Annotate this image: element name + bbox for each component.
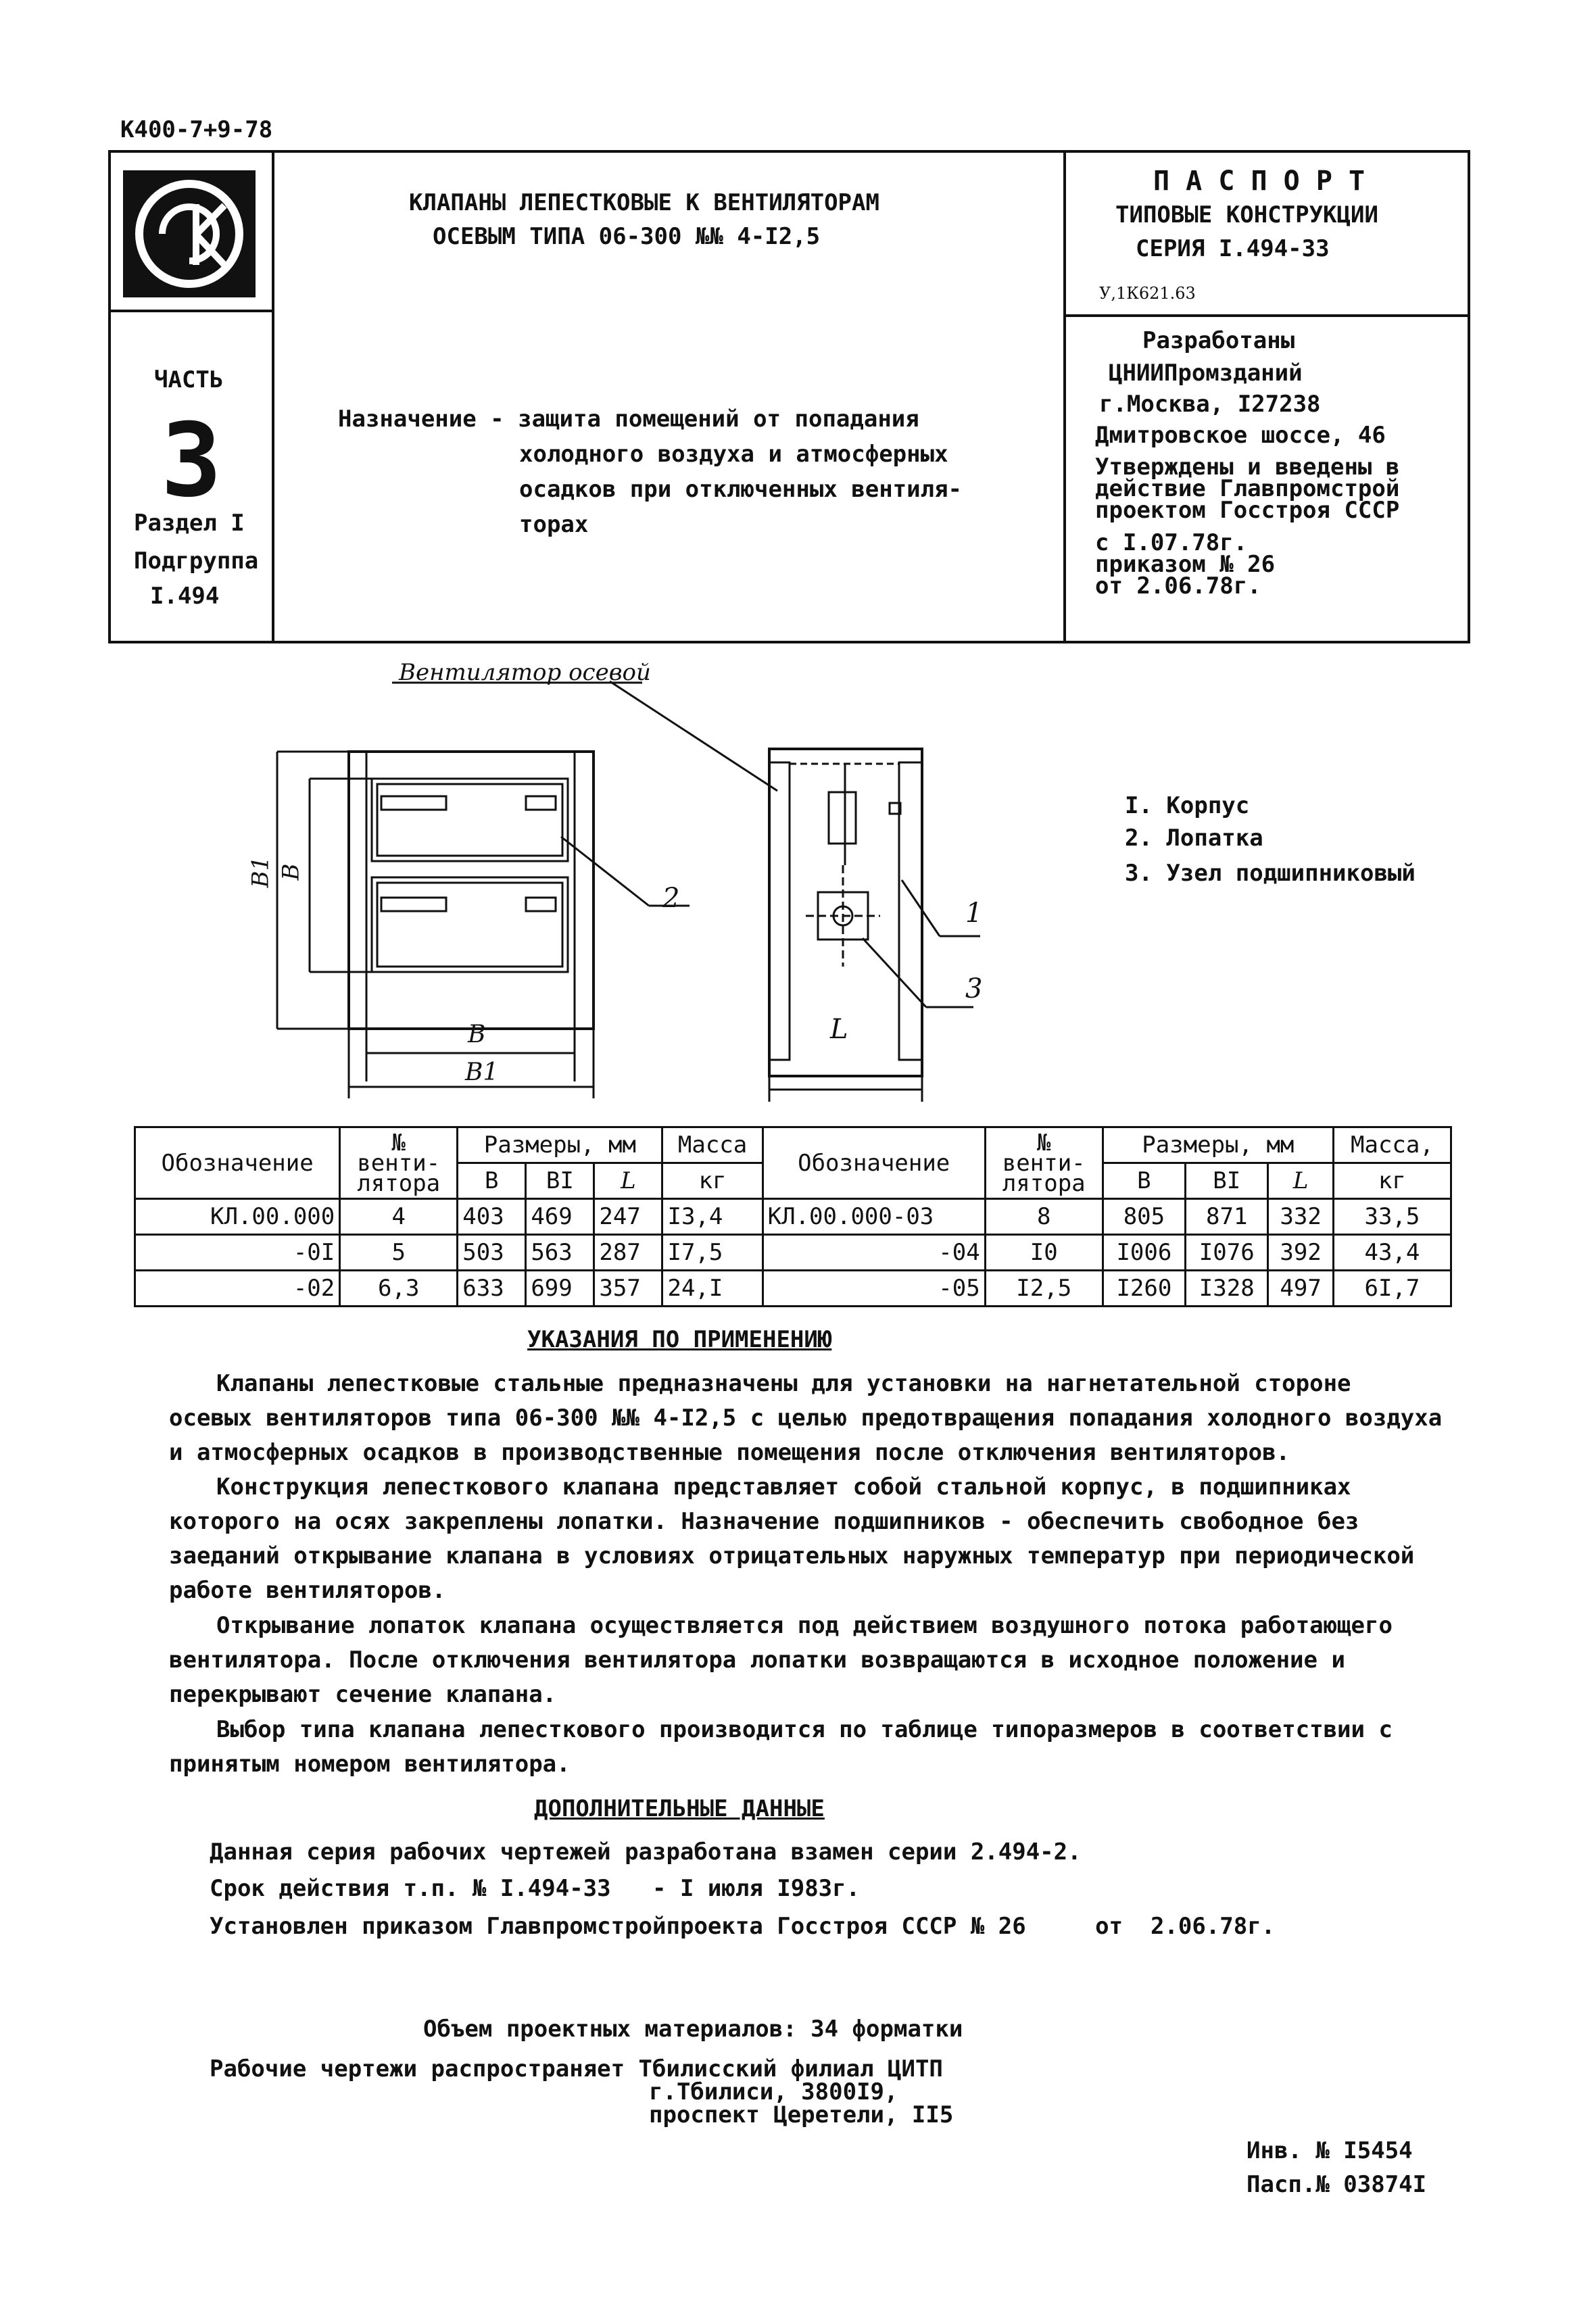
th-b1: BI [526, 1163, 594, 1199]
th-sizes-right: Размеры, мм [1103, 1127, 1333, 1163]
additional-line-2: Срок действия т.п. № I.494-33 - I июля I983г. [210, 1875, 861, 1902]
dev-line-6: действие Главпромстрой [1095, 475, 1400, 502]
logo [123, 170, 256, 297]
table-row: -02 6,3 633 699 357 24,I -05 I2,5 I260 I328 497 6I,7 [135, 1271, 1451, 1307]
distribution-line-3: проспект Церетели, II5 [649, 2101, 954, 2128]
purpose-line-1: Назначение - защита помещений от попадания [338, 406, 919, 433]
usage-paragraph-2: Конструкция лепесткового клапана представляет собой стальной корпус, в подшипниках которого на осях закреплены лопатки. Назначение подшипников - обеспечить свободное без заеданий открывание клапана в условиях отрицательных наружных температур при периодической работе вентиляторов. [169, 1473, 1415, 1604]
purpose-line-4: торах [519, 511, 589, 538]
th-designation: Обозначение [135, 1127, 340, 1199]
title-line-2: ОСЕВЫМ ТИПА 06-300 №№ 4-I2,5 [433, 223, 821, 250]
dim-l: L [830, 1014, 848, 1045]
subgroup-label: Подгруппа [134, 547, 259, 575]
section: Раздел I [134, 510, 245, 537]
passport-line-2: ТИПОВЫЕ КОНСТРУКЦИИ [1115, 201, 1378, 228]
subgroup: I.494 [150, 583, 220, 610]
callout-1: 1 [965, 898, 983, 929]
size-table [134, 1126, 1452, 1307]
additional-title: ДОПОЛНИТЕЛЬНЫЕ ДАННЫЕ [534, 1795, 825, 1822]
th-b1-right: BI [1186, 1163, 1268, 1199]
dim-b1-horizontal: B1 [465, 1058, 499, 1086]
usage-paragraph-1: Клапаны лепестковые стальные предназначены для установки на нагнетательной стороне осевых вентиляторов типа 06-300 №№ 4-I2,5 с целью предотвращения попадания холодного воздуха и атмосферных осадков в производственные помещения после отключения вентиляторов. [169, 1370, 1443, 1466]
th-l: L [594, 1163, 662, 1199]
fan-label: Вентилятор осевой [399, 659, 651, 686]
dev-line-5: Утверждены и введены в [1095, 454, 1400, 481]
legend-item-2: 2. Лопатка [1125, 825, 1263, 852]
th-fan-no: № венти- лятора [340, 1127, 458, 1199]
dim-b-vertical: B [277, 863, 305, 881]
document-code: К400-7+9-78 [120, 116, 273, 143]
dev-line-4: Дмитровское шоссе, 46 [1095, 422, 1386, 449]
legend-item-3: 3. Узел подшипниковый [1125, 860, 1416, 887]
callout-3: 3 [965, 973, 983, 1004]
th-mass: Масса [662, 1127, 763, 1163]
dim-b1-vertical: B1 [247, 856, 274, 888]
table-row: КЛ.00.000 4 403 469 247 I3,4 КЛ.00.000-03 8 805 871 332 33,5 [135, 1199, 1451, 1235]
table-row: -0I 5 503 563 287 I7,5 -04 I0 I006 I076 392 43,4 [135, 1235, 1451, 1271]
additional-line-1: Данная серия рабочих чертежей разработана взамен серии 2.494-2. [210, 1838, 1082, 1866]
callout-2: 2 [662, 883, 680, 914]
th-b: B [458, 1163, 526, 1199]
th-kg-right: кг [1333, 1163, 1451, 1199]
th-l-right: L [1268, 1163, 1333, 1199]
dev-line-9: приказом № 26 [1095, 551, 1276, 578]
title-line-1: КЛАПАНЫ ЛЕПЕСТКОВЫЕ К ВЕНТИЛЯТОРАМ [409, 189, 879, 216]
usage-paragraph-3: Открывание лопаток клапана осуществляется под действием воздушного потока работающего вентилятора. После отключения вентилятора лопатки возвращаются в исходное положение и перекрывают сечение клапана. [169, 1612, 1393, 1708]
dim-b-horizontal: B [468, 1021, 486, 1048]
distribution-line-2: г.Тбилиси, 3800I9, [649, 2078, 898, 2105]
dev-line-1: Разработаны [1142, 327, 1295, 354]
purpose-line-3: осадков при отключенных вентиля- [519, 476, 963, 503]
volume-line: Объем проектных материалов: 34 форматки [423, 2016, 963, 2043]
additional-line-3: Установлен приказом Главпромстройпроекта Госстроя СССР № 26 от 2.06.78г. [210, 1913, 1276, 1940]
th-sizes: Размеры, мм [458, 1127, 662, 1163]
th-kg: кг [662, 1163, 763, 1199]
part-label: ЧАСТЬ [154, 366, 224, 393]
distribution-line-1: Рабочие чертежи распространяет Тбилисский филиал ЦИТП [210, 2055, 943, 2082]
usage-title: УКАЗАНИЯ ПО ПРИМЕНЕНИЮ [527, 1326, 832, 1353]
th-fan-no-right: № венти- лятора [985, 1127, 1103, 1199]
dev-line-7: проектом Госстроя СССР [1095, 497, 1400, 524]
usage-paragraph-4: Выбор типа клапана лепесткового производится по таблице типоразмеров в соответствии с принятым номером вентилятора. [169, 1716, 1393, 1778]
passport-number: Пасп.№ 03874I [1247, 2171, 1427, 2198]
passport-title: П А С П О Р Т [1153, 166, 1365, 197]
dev-line-3: г.Москва, I27238 [1099, 391, 1321, 418]
udk-code: У,1К621.63 [1099, 284, 1196, 303]
th-mass-right: Масса, [1333, 1127, 1451, 1163]
dev-line-8: с I.07.78г. [1095, 529, 1248, 556]
th-designation-right: Обозначение [763, 1127, 985, 1199]
inventory-number: Инв. № I5454 [1247, 2137, 1413, 2164]
part-number: 3 [161, 402, 222, 520]
th-b-right: B [1103, 1163, 1185, 1199]
passport-line-3: СЕРИЯ I.494-33 [1136, 235, 1330, 262]
dev-line-10: от 2.06.78г. [1095, 572, 1261, 600]
dev-line-2: ЦНИИПромзданий [1109, 360, 1303, 387]
purpose-line-2: холодного воздуха и атмосферных [519, 441, 948, 468]
legend-item-1: I. Корпус [1125, 792, 1250, 819]
